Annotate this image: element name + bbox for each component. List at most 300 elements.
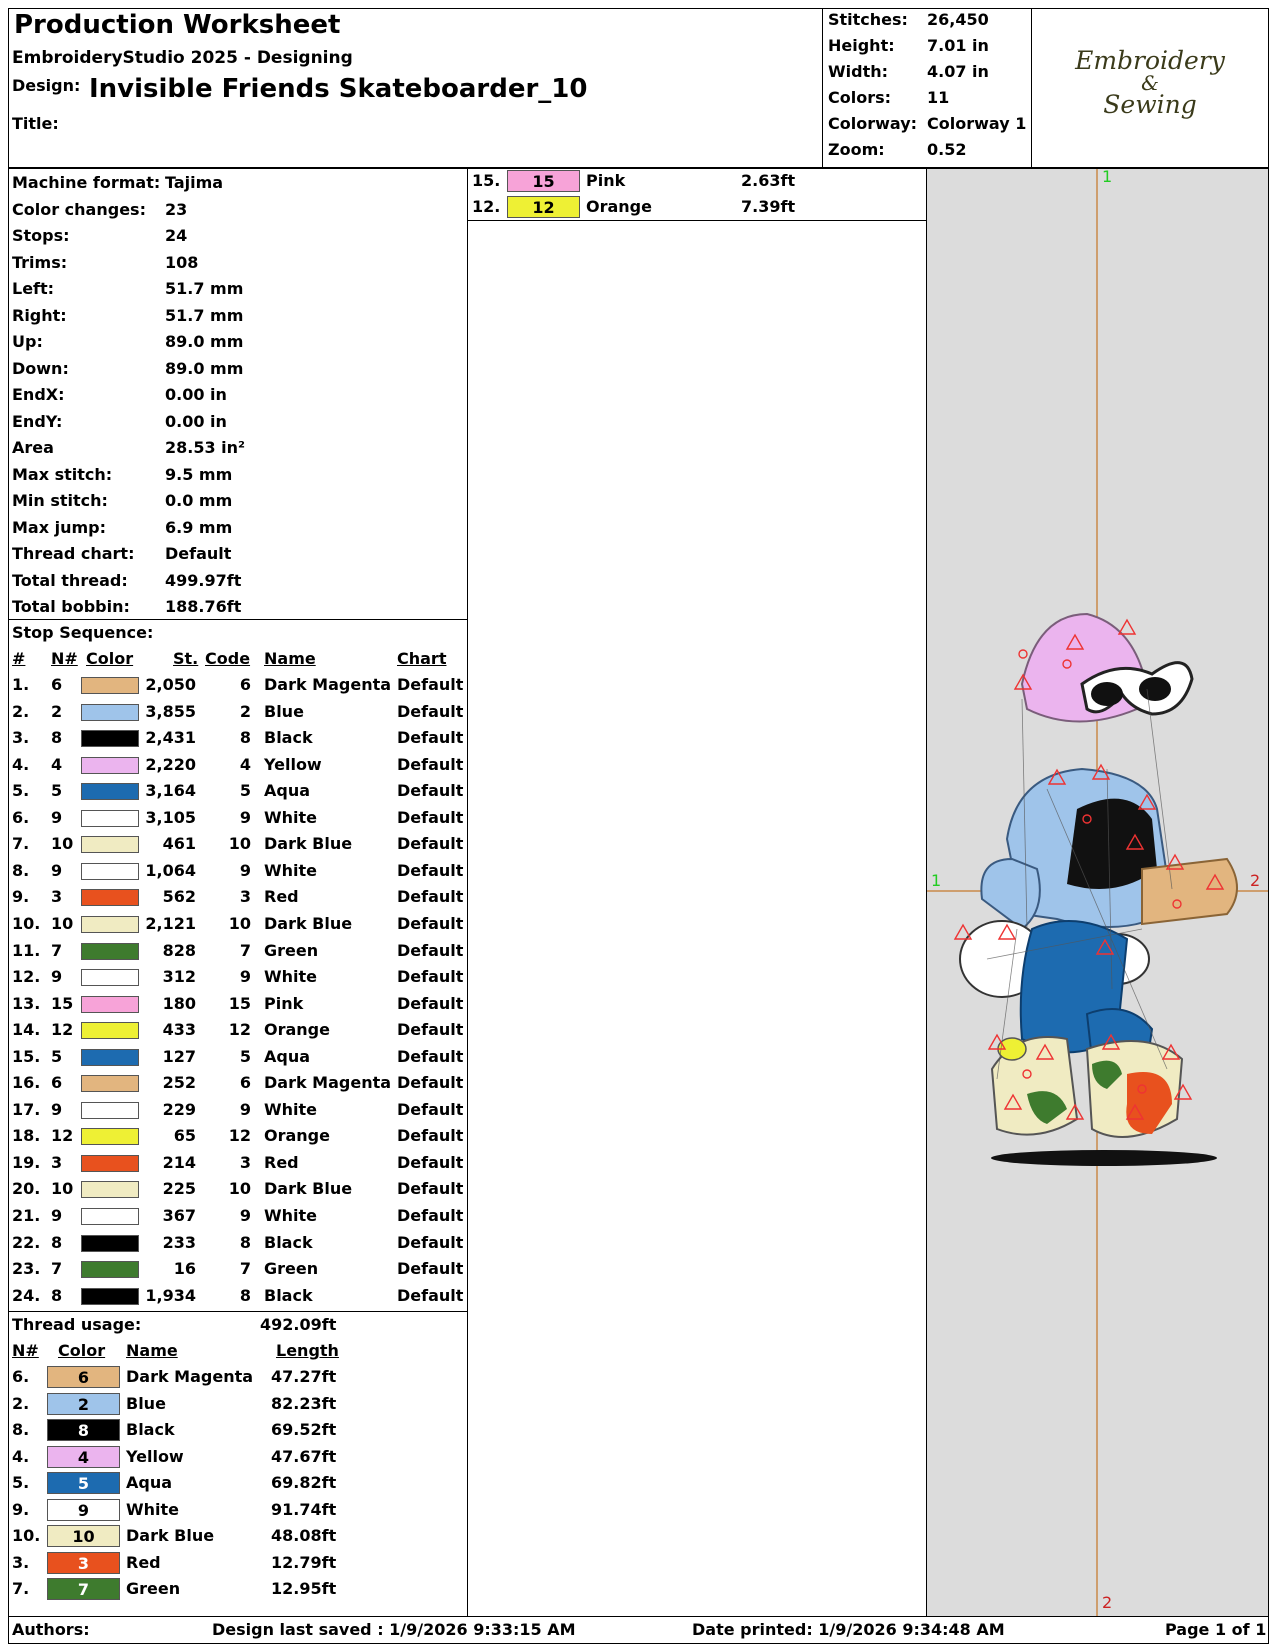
stop-color-swatch — [81, 1261, 139, 1278]
stop-color-swatch — [81, 1208, 139, 1225]
stop-num: 14. — [12, 1020, 41, 1040]
stop-chart: Default — [397, 993, 464, 1013]
stop-row — [0, 699, 468, 725]
stop-color-swatch — [81, 863, 139, 880]
stop-code: 5 — [239, 1046, 251, 1066]
stop-chart: Default — [397, 1232, 464, 1252]
thread-usage-total: 492.09ft — [260, 1315, 337, 1334]
marker-top: 1 — [1102, 167, 1113, 186]
stop-code: 9 — [239, 1206, 251, 1225]
stop-name: Yellow — [264, 754, 322, 774]
title-label: Title: — [12, 114, 59, 133]
stop-code: 10 — [228, 834, 251, 854]
stop-needle: 9 — [51, 1099, 63, 1119]
stop-stitches: 367 — [162, 1206, 196, 1225]
stop-num: 24. — [12, 1285, 41, 1305]
stop-num: 21. — [12, 1206, 41, 1225]
stop-stitches: 433 — [162, 1020, 196, 1040]
stop-row — [0, 884, 468, 910]
machine-info-label: Min stitch: — [12, 491, 108, 510]
stop-row — [0, 1017, 468, 1043]
stop-color-swatch — [81, 916, 139, 933]
machine-info-value: Tajima — [165, 173, 224, 192]
stop-color-swatch — [81, 996, 139, 1013]
tu-needle: 2. — [12, 1393, 30, 1413]
stop-num: 2. — [12, 701, 30, 721]
stop-code: 10 — [228, 1179, 251, 1199]
tu-length: 47.27ft — [271, 1367, 337, 1386]
stop-chart: Default — [397, 1099, 464, 1119]
tu-length: 69.52ft — [271, 1420, 337, 1439]
stop-row — [0, 1283, 468, 1309]
stop-name: Red — [264, 1152, 299, 1172]
stop-color-swatch — [81, 757, 139, 774]
tu-length: 12.79ft — [271, 1552, 337, 1572]
stop-code: 10 — [228, 913, 251, 933]
stop-needle: 3 — [51, 887, 63, 907]
machine-info-label: Total thread: — [12, 570, 128, 590]
summary-label: Colors: — [828, 88, 892, 107]
stop-color-swatch — [81, 943, 139, 960]
stop-row — [0, 1044, 468, 1070]
machine-info-label: EndY: — [12, 411, 63, 431]
tu-name: Blue — [126, 1393, 166, 1413]
stop-num: 22. — [12, 1232, 41, 1252]
stop-code: 8 — [239, 728, 251, 748]
stop-code: 2 — [239, 701, 251, 721]
stop-needle: 15 — [51, 993, 74, 1013]
frame-bottom — [8, 1643, 1269, 1644]
tu-color-swatch: 9 — [47, 1499, 120, 1521]
tu-col-length: Length — [276, 1341, 339, 1360]
stop-name: White — [264, 1206, 318, 1225]
stop-chart: Default — [397, 675, 464, 694]
tu-needle: 3. — [12, 1552, 30, 1572]
stop-code: 7 — [239, 1259, 251, 1279]
machine-info-label: Total bobbin: — [12, 597, 130, 616]
stop-name: Aqua — [264, 1046, 311, 1066]
thread-usage-row — [0, 1444, 468, 1470]
stop-color-swatch — [81, 1102, 139, 1119]
col-num: # — [12, 649, 26, 668]
tu-length: 48.08ft — [271, 1526, 337, 1545]
thread-usage-row — [0, 1550, 468, 1576]
stop-needle: 7 — [51, 1259, 63, 1279]
machine-info-label: Down: — [12, 358, 69, 378]
stop-needle: 9 — [51, 1206, 63, 1225]
stop-chart: Default — [397, 1126, 464, 1146]
stop-code: 3 — [239, 1152, 251, 1172]
stop-chart: Default — [397, 1020, 464, 1040]
design-name: Invisible Friends Skateboarder_10 — [89, 74, 588, 104]
stop-stitches: 225 — [162, 1179, 196, 1199]
stop-needle: 6 — [51, 675, 63, 694]
machine-info-label: Color changes: — [12, 199, 146, 219]
tu-color-swatch: 6 — [47, 1366, 120, 1388]
stop-name: Black — [264, 1232, 313, 1252]
stop-row — [0, 805, 468, 831]
col-name: Name — [264, 649, 316, 668]
stop-num: 11. — [12, 940, 41, 960]
stop-needle: 9 — [51, 807, 63, 827]
company-logo — [1032, 46, 1268, 120]
stop-code: 12 — [228, 1020, 251, 1040]
stop-row — [0, 1150, 468, 1176]
stop-color-swatch — [81, 1155, 139, 1172]
stop-code: 12 — [228, 1126, 251, 1146]
stop-row — [0, 1097, 468, 1123]
machine-info-label: Up: — [12, 332, 43, 351]
stop-stitches: 233 — [162, 1232, 196, 1252]
stop-name: Green — [264, 940, 319, 960]
footer-printed: Date printed: 1/9/2026 9:34:48 AM — [692, 1620, 1005, 1639]
stop-needle: 4 — [51, 754, 63, 774]
stop-num: 16. — [12, 1073, 41, 1093]
stop-stitches: 562 — [162, 887, 196, 907]
stop-color-swatch — [81, 836, 139, 853]
cont-divider — [468, 220, 926, 221]
footer-authors: Authors: — [12, 1620, 90, 1639]
stop-color-swatch — [81, 1128, 139, 1145]
tu-col-n: N# — [12, 1341, 39, 1360]
stop-name: White — [264, 1099, 318, 1119]
summary-value: 26,450 — [927, 10, 989, 29]
summary-label: Stitches: — [828, 10, 908, 29]
stop-row — [0, 858, 468, 884]
footer-saved: Design last saved : 1/9/2026 9:33:15 AM — [212, 1620, 576, 1639]
machine-info-label: Right: — [12, 305, 67, 325]
stop-needle: 6 — [51, 1073, 63, 1093]
stop-color-swatch — [81, 730, 139, 747]
stop-name: Red — [264, 887, 299, 907]
stop-sequence-title: Stop Sequence: — [12, 623, 154, 642]
logo-line-1: Embroidery — [1075, 46, 1225, 75]
stop-chart: Default — [397, 1046, 464, 1066]
machine-info-value: 9.5 mm — [165, 464, 233, 484]
tuc-color-swatch: 15 — [507, 170, 580, 192]
col-chart: Chart — [397, 649, 447, 668]
stop-chart: Default — [397, 834, 464, 854]
machine-info-label: Left: — [12, 279, 55, 298]
stop-num: 19. — [12, 1152, 41, 1172]
stop-color-swatch — [81, 677, 139, 694]
stop-chart: Default — [397, 1285, 464, 1305]
stop-name: Dark Magenta — [264, 675, 392, 694]
summary-value: 0.52 — [927, 140, 967, 159]
stop-needle: 9 — [51, 860, 63, 880]
tu-color-swatch: 2 — [47, 1393, 120, 1415]
thread-usage-row — [0, 1576, 468, 1602]
stop-row — [0, 964, 468, 990]
stop-code: 9 — [239, 860, 251, 880]
stop-chart: Default — [397, 781, 464, 801]
tu-color-swatch: 7 — [47, 1578, 120, 1600]
stop-needle: 5 — [51, 781, 63, 801]
tu-color-swatch: 10 — [47, 1525, 120, 1547]
machine-info-value: 499.97ft — [165, 570, 242, 590]
stop-color-swatch — [81, 1288, 139, 1305]
stop-stitches: 828 — [162, 940, 196, 960]
stop-needle: 12 — [51, 1020, 74, 1040]
machine-info-label: Area — [12, 438, 54, 457]
summary-label: Colorway: — [828, 114, 918, 133]
summary-value: 11 — [927, 88, 950, 107]
stop-stitches: 312 — [162, 967, 196, 987]
stop-needle: 9 — [51, 967, 63, 987]
stop-chart: Default — [397, 860, 464, 880]
stop-num: 10. — [12, 913, 41, 933]
stop-num: 3. — [12, 728, 30, 748]
machine-info-value: 0.00 in — [165, 411, 227, 431]
tu-col-color: Color — [58, 1341, 106, 1360]
stop-chart: Default — [397, 1206, 464, 1225]
stop-stitches: 2,121 — [145, 913, 196, 933]
stop-stitches: 229 — [162, 1099, 196, 1119]
footer-divider — [8, 1616, 1269, 1617]
stop-color-swatch — [81, 1049, 139, 1066]
machine-info-value: 51.7 mm — [165, 279, 244, 298]
marker-bottom: 2 — [1102, 1593, 1113, 1612]
stop-chart: Default — [397, 754, 464, 774]
stop-color-swatch — [81, 1022, 139, 1039]
stop-code: 9 — [239, 967, 251, 987]
machine-info-value: 28.53 in² — [165, 438, 246, 457]
stop-name: Dark Blue — [264, 913, 353, 933]
stop-stitches: 461 — [162, 834, 196, 854]
stop-color-swatch — [81, 1075, 139, 1092]
stop-row — [0, 1070, 468, 1096]
stop-num: 7. — [12, 834, 30, 854]
frame-top — [8, 8, 1268, 9]
tu-name: Red — [126, 1552, 161, 1572]
machine-info-value: 0.0 mm — [165, 491, 233, 510]
stop-stitches: 2,220 — [145, 754, 196, 774]
stop-row — [0, 1176, 468, 1202]
stop-chart: Default — [397, 940, 464, 960]
summary-value: 7.01 in — [927, 36, 989, 55]
frame-right — [1268, 8, 1269, 1644]
tuc-length: 7.39ft — [741, 197, 796, 216]
machine-info-value: 108 — [165, 252, 199, 272]
stop-num: 13. — [12, 993, 41, 1013]
thread-usage-header — [0, 1338, 468, 1364]
stop-stitches: 252 — [162, 1073, 196, 1093]
tu-name: White — [126, 1499, 180, 1519]
stop-name: Green — [264, 1259, 319, 1279]
stop-stitches: 214 — [162, 1152, 196, 1172]
logo-line-2: & — [1141, 71, 1159, 95]
stop-color-swatch — [81, 889, 139, 906]
tu-length: 82.23ft — [271, 1393, 337, 1413]
summary-label: Width: — [828, 62, 889, 81]
stop-row — [0, 911, 468, 937]
summary-label: Height: — [828, 36, 895, 55]
preview-canvas — [927, 169, 1268, 1616]
col-code: Code — [205, 649, 251, 668]
stop-needle: 8 — [51, 728, 63, 748]
tuc-color-swatch: 12 — [507, 196, 580, 218]
stop-color-swatch — [81, 969, 139, 986]
tu-length: 47.67ft — [271, 1446, 337, 1466]
stop-needle: 3 — [51, 1152, 63, 1172]
stop-needle: 10 — [51, 834, 74, 854]
stop-color-swatch — [81, 1181, 139, 1198]
stop-code: 8 — [239, 1232, 251, 1252]
thread-usage-cont-row — [468, 168, 926, 194]
stop-code: 4 — [239, 754, 251, 774]
stop-stitches: 1,934 — [145, 1285, 196, 1305]
stop-num: 12. — [12, 967, 41, 987]
stop-name: Dark Blue — [264, 1179, 353, 1199]
stop-stitches: 3,105 — [145, 807, 196, 827]
stop-row — [0, 831, 468, 857]
machine-info-value: 188.76ft — [165, 597, 242, 616]
stop-num: 1. — [12, 675, 30, 694]
tu-needle: 10. — [12, 1526, 41, 1545]
stop-num: 4. — [12, 754, 30, 774]
thread-usage-row — [0, 1417, 468, 1443]
machine-info-value: 51.7 mm — [165, 305, 244, 325]
stop-code: 15 — [228, 993, 251, 1013]
stop-row — [0, 752, 468, 778]
tuc-name: Pink — [586, 171, 626, 190]
machine-info-label: Machine format: — [12, 173, 161, 192]
thread-usage-cont-row — [468, 194, 926, 220]
stop-chart: Default — [397, 967, 464, 987]
stop-chart: Default — [397, 913, 464, 933]
stop-row — [0, 1123, 468, 1149]
stop-num: 15. — [12, 1046, 41, 1066]
tuc-length: 2.63ft — [741, 171, 796, 190]
thread-usage-row — [0, 1523, 468, 1549]
thread-usage-title: Thread usage: — [12, 1315, 142, 1334]
tu-color-swatch: 5 — [47, 1472, 120, 1494]
stop-chart: Default — [397, 1073, 464, 1093]
tu-name: Dark Magenta — [126, 1367, 254, 1386]
stop-row — [0, 938, 468, 964]
stop-name: Black — [264, 1285, 313, 1305]
stop-chart: Default — [397, 1152, 464, 1172]
stop-name: White — [264, 967, 318, 987]
footer-page: Page 1 of 1 — [1165, 1620, 1267, 1639]
header-col-divider-1 — [822, 8, 823, 168]
stop-code: 6 — [239, 1073, 251, 1093]
tu-needle: 7. — [12, 1579, 30, 1598]
stop-stitches: 2,050 — [145, 675, 196, 694]
stop-needle: 7 — [51, 940, 63, 960]
stop-code: 8 — [239, 1285, 251, 1305]
tuc-needle: 12. — [472, 197, 501, 216]
machine-info-value: 24 — [165, 226, 188, 245]
stop-stitches: 16 — [173, 1259, 196, 1279]
stop-num: 6. — [12, 807, 30, 827]
stop-num: 9. — [12, 887, 30, 907]
stop-code: 5 — [239, 781, 251, 801]
stop-chart: Default — [397, 807, 464, 827]
stop-row — [0, 991, 468, 1017]
stop-num: 5. — [12, 781, 30, 801]
marker-left: 1 — [931, 871, 942, 890]
stop-num: 23. — [12, 1259, 41, 1279]
thread-usage-row — [0, 1497, 468, 1523]
stop-color-swatch — [81, 810, 139, 827]
stop-name: Orange — [264, 1126, 330, 1146]
stop-name: Black — [264, 728, 313, 748]
tu-name: Dark Blue — [126, 1526, 215, 1545]
machine-info-label: Trims: — [12, 252, 68, 272]
tu-needle: 8. — [12, 1420, 30, 1439]
machine-info-label: Stops: — [12, 226, 70, 245]
page-title: Production Worksheet — [14, 10, 341, 40]
stop-row — [0, 725, 468, 751]
tu-name: Black — [126, 1420, 175, 1439]
stop-name: Dark Blue — [264, 834, 353, 854]
tu-color-swatch: 3 — [47, 1552, 120, 1574]
stop-chart: Default — [397, 887, 464, 907]
stop-code: 9 — [239, 807, 251, 827]
machine-info-label: Thread chart: — [12, 544, 135, 563]
machine-info-value: Default — [165, 544, 232, 563]
machine-info-value: 23 — [165, 199, 188, 219]
stop-num: 18. — [12, 1126, 41, 1146]
tuc-name: Orange — [586, 197, 652, 216]
col-color: Color — [86, 649, 134, 668]
tu-needle: 5. — [12, 1473, 30, 1492]
stop-needle: 10 — [51, 1179, 74, 1199]
stop-name: Dark Magenta — [264, 1073, 392, 1093]
machine-info-label: Max jump: — [12, 517, 107, 537]
thread-usage-row — [0, 1391, 468, 1417]
stop-sequence-header — [0, 646, 468, 672]
stop-color-swatch — [81, 783, 139, 800]
machine-info-value: 0.00 in — [165, 385, 227, 404]
stop-needle: 8 — [51, 1285, 63, 1305]
stop-row — [0, 672, 468, 698]
col-st: St. — [173, 649, 199, 668]
stop-chart: Default — [397, 1259, 464, 1279]
machine-info-value: 89.0 mm — [165, 358, 244, 378]
stop-code: 3 — [239, 887, 251, 907]
summary-label: Zoom: — [828, 140, 885, 159]
machine-info-value: 6.9 mm — [165, 517, 233, 537]
tu-name: Yellow — [126, 1446, 184, 1466]
tu-needle: 9. — [12, 1499, 30, 1519]
stop-stitches: 127 — [162, 1046, 196, 1066]
logo-line-3: Sewing — [1103, 90, 1197, 119]
tuc-needle: 15. — [472, 171, 501, 190]
stop-num: 17. — [12, 1099, 41, 1119]
stop-stitches: 2,431 — [145, 728, 196, 748]
machine-info-label: EndX: — [12, 385, 65, 404]
stop-row — [0, 1203, 468, 1229]
machine-info-label: Max stitch: — [12, 464, 113, 484]
col-n: N# — [51, 649, 78, 668]
stop-code: 9 — [239, 1099, 251, 1119]
tu-needle: 6. — [12, 1367, 30, 1386]
thread-usage-row — [0, 1470, 468, 1496]
stop-name: White — [264, 807, 318, 827]
stop-name: Orange — [264, 1020, 330, 1040]
stop-chart: Default — [397, 728, 464, 748]
thread-usage-row — [0, 1364, 468, 1390]
stop-code: 7 — [239, 940, 251, 960]
stop-stitches: 180 — [162, 993, 196, 1013]
tu-length: 12.95ft — [271, 1579, 337, 1598]
stop-needle: 8 — [51, 1232, 63, 1252]
summary-value: Colorway 1 — [927, 114, 1027, 133]
stop-needle: 10 — [51, 913, 74, 933]
stop-needle: 12 — [51, 1126, 74, 1146]
